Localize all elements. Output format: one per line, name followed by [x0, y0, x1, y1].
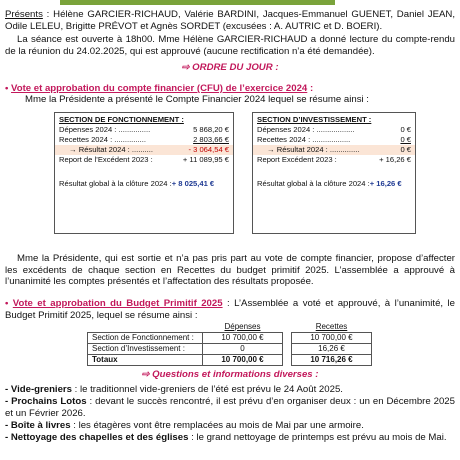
- investissement-row: Report Excédent 2023 : + 16,26 €: [257, 155, 411, 164]
- fonctionnement-row: Report de l’Excédent 2023 : + 11 089,95 €: [59, 155, 229, 164]
- info-lotos: - Prochains Lotos : devant le succès rencontré, il est prévu d’en organiser deux : un en Décembre 2025 et un Février 2026.: [5, 396, 455, 419]
- info-vide-greniers: - Vide-greniers : le traditionnel vide-greniers de l’été est prévu le 24 Août 2025.: [5, 384, 343, 395]
- investissement-result-row: → Résultat 2024 : .............. 0 €: [253, 145, 415, 155]
- attendance-text: : Hélène GARCIER-RICHAUD, Valérie BARDINI, Jacques-Emmanuel GUENET, Daniel JEAN, Odile LELEU, Brigitte PRÉVOT et Agnès SORDET (excusées : A. AUTRIC et D. BOERI).: [5, 9, 455, 32]
- item1-suffix: :: [307, 83, 314, 94]
- attendance-paragraph: [5, 9, 455, 32]
- budget-table: [87, 322, 372, 366]
- table-row: Section de Fonctionnement : 10 700,00 € 10 700,00 €: [88, 333, 372, 344]
- fonctionnement-row: Dépenses 2024 : ............... 5 868,20 €: [59, 125, 229, 134]
- fonctionnement-box: [54, 112, 234, 234]
- investissement-header: SECTION D’INVESTISSEMENT :: [257, 115, 372, 124]
- investissement-row: Recettes 2024 : .................. 0 €: [257, 135, 411, 144]
- bullet-icon: •: [5, 83, 9, 94]
- agenda-title: ⇨ ORDRE DU JOUR :: [181, 62, 279, 73]
- opening-paragraph: La séance est ouverte à 18h00. Mme Hélène GARCIER-RICHAUD a donné lecture du compte-rendu de la réunion du 24.02.2025, qui est approuvé (aucune rectification n’a été demandée).: [5, 34, 455, 57]
- budget-header-depenses: Dépenses: [203, 322, 283, 333]
- info-boite-a-livres: - Boîte à livres : les étagères vont être remplacées au mois de Mai par une armoire.: [5, 420, 364, 431]
- item2-text: : L’Assemblée a voté et approuvé, à l’unanimité, le Budget Primitif 2025, lequel se résume ainsi :: [5, 298, 455, 321]
- table-row: Section d’Investissement : 0 16,26 €: [88, 344, 372, 355]
- investissement-global-row: Résultat global à la clôture 2024 : + 16,26 €: [257, 179, 402, 188]
- item2-title: Vote et approbation du Budget Primitif 2025: [12, 298, 223, 309]
- budget-table-header: [88, 322, 372, 333]
- fonctionnement-global-row: Résultat global à la clôture 2024 : + 8 025,41 €: [59, 179, 215, 188]
- after-cfu-paragraph: Mme la Présidente, qui est sortie et n’a pas pris part au vote de compte financier, propose d’affecter les excédents de chaque section en Recettes du budget primitif 2025. L’assemblée a approuvé à l’unanimité les comptes présentés et l’affectation des résultats proposée.: [5, 253, 455, 287]
- header-color-bar: [60, 0, 335, 5]
- fonctionnement-row: Recettes 2024 : ............... 2 803,66 €: [59, 135, 229, 144]
- bullet-icon: •: [5, 298, 9, 309]
- table-row-totals: Totaux 10 700,00 € 10 716,26 €: [88, 355, 372, 366]
- attendance-label: Présents: [5, 9, 43, 20]
- item2-paragraph: [5, 298, 455, 321]
- item1-heading: [5, 83, 455, 95]
- item1-intro: Mme la Présidente a présenté le Compte Financier 2024 lequel se résume ainsi :: [25, 94, 369, 105]
- investissement-row: Dépenses 2024 : .................. 0 €: [257, 125, 411, 134]
- questions-title: ⇨ Questions et informations diverses :: [141, 369, 319, 380]
- info-nettoyage: - Nettoyage des chapelles et des églises : le grand nettoyage de printemps est prévu au mois de Mai.: [5, 432, 447, 443]
- fonctionnement-result-row: → Résultat 2024 : .......... - 3 064,54 €: [55, 145, 233, 155]
- fonctionnement-header: SECTION DE FONCTIONNEMENT :: [59, 115, 184, 124]
- item1-title: Vote et approbation du compte financier (CFU) de l’exercice 2024: [11, 83, 308, 94]
- budget-header-recettes: Recettes: [292, 322, 372, 333]
- investissement-box: [252, 112, 416, 234]
